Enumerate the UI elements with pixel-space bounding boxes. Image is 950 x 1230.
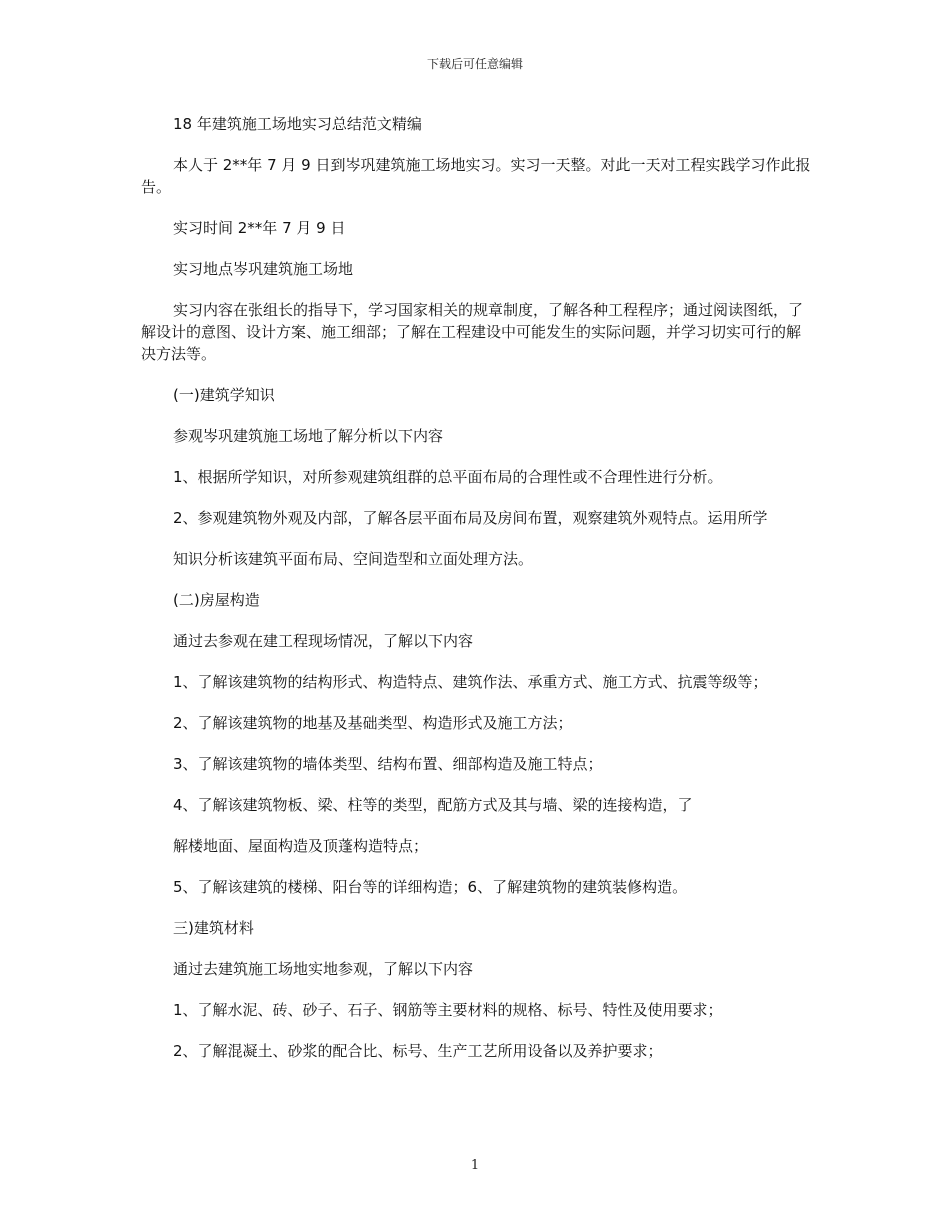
paragraph-content: 实习内容在张组长的指导下，学习国家相关的规章制度，了解各种工程程序；通过阅读图纸，了解设计的意图、设计方案、施工细部；了解在工程建设中可能发生的实际问题，并学习切实可行的解决方法等。 xyxy=(141,301,804,363)
list-item: 3、了解该建筑物的墙体类型、结构布置、细部构造及施工特点； xyxy=(173,755,603,773)
page-number: 1 xyxy=(470,1158,480,1173)
list-item: 2、参观建筑物外观及内部，了解各层平面布局及房间布置，观察建筑外观特点。运用所学 xyxy=(173,509,768,527)
section-heading-architecture: (一)建筑学知识 xyxy=(173,386,275,404)
paragraph-location: 实习地点岑巩建筑施工场地 xyxy=(173,260,354,278)
list-item: 5、了解该建筑的楼梯、阳台等的详细构造；6、了解建筑物的建筑装修构造。 xyxy=(173,878,688,896)
list-item: 2、了解该建筑物的地基及基础类型、构造形式及施工方法； xyxy=(173,714,573,732)
paragraph-continuation: 解楼地面、屋面构造及顶蓬构造特点； xyxy=(173,837,429,855)
list-item: 1、了解该建筑物的结构形式、构造特点、建筑作法、承重方式、施工方式、抗震等级等； xyxy=(173,673,768,691)
paragraph-time: 实习时间 2**年 7 月 9 日 xyxy=(173,219,346,237)
list-item: 1、根据所学知识，对所参观建筑组群的总平面布局的合理性或不合理性进行分析。 xyxy=(173,468,723,486)
paragraph-intro: 本人于 2**年 7 月 9 日到岑巩建筑施工场地实习。实习一天整。对此一天对工程实践学习作此报告。 xyxy=(141,156,811,196)
page-header: 下载后可任意编辑 xyxy=(426,57,523,71)
paragraph-architecture-intro: 参观岑巩建筑施工场地了解分析以下内容 xyxy=(173,427,444,445)
section-heading-construction: (二)房屋构造 xyxy=(173,591,260,609)
document-body xyxy=(141,113,811,1081)
list-item: 1、了解水泥、砖、砂子、石子、钢筋等主要材料的规格、标号、特性及使用要求； xyxy=(173,1001,723,1019)
list-item: 2、了解混凝土、砂浆的配合比、标号、生产工艺所用设备以及养护要求； xyxy=(173,1042,663,1060)
paragraph-materials-intro: 通过去建筑施工场地实地参观，了解以下内容 xyxy=(173,960,474,978)
list-item: 4、了解该建筑物板、梁、柱等的类型，配筋方式及其与墙、梁的连接构造，了 xyxy=(173,796,693,814)
paragraph-construction-intro: 通过去参观在建工程现场情况，了解以下内容 xyxy=(173,632,474,650)
section-heading-materials: 三)建筑材料 xyxy=(173,919,254,937)
paragraph-continuation: 知识分析该建筑平面布局、空间造型和立面处理方法。 xyxy=(173,550,534,568)
document-title: 18 年建筑施工场地实习总结范文精编 xyxy=(173,115,422,133)
